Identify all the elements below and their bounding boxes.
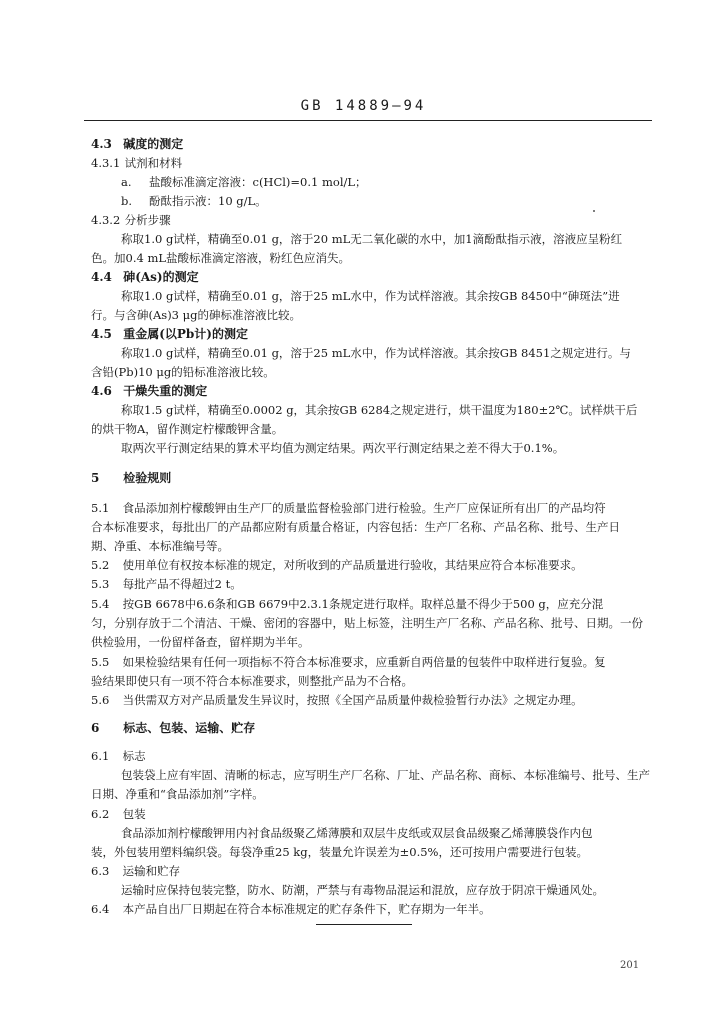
paragraph-line: 行。与含砷(As)3 μg的砷标准溶液比较。 — [91, 308, 301, 322]
paragraph-line: 称取1.0 g试样，精确至0.01 g，溶于25 mL水中，作为试样溶液。其余按GB 8450中“砷斑法”进 — [121, 289, 620, 303]
paragraph-line: 装，外包装用塑料编织袋。每袋净重25 kg，装量允许误差为±0.5%，还可按用户需要进行包装。 — [91, 845, 588, 859]
header-rule — [84, 120, 652, 121]
clause-5-3: 5.3 每批产品不得超过2 t。 — [91, 577, 242, 591]
paragraph-line: 包装袋上应有牢固、清晰的标志，应写明生产厂名称、厂址、产品名称、商标、本标准编号、批号、生产 — [121, 768, 650, 782]
clause-6-1: 6.1 标志 — [91, 749, 146, 763]
paragraph-line: 称取1.0 g试样，精确至0.01 g，溶于20 mL无二氧化碳的水中，加1滴酚酞指示液，溶液应呈粉红 — [121, 232, 623, 246]
page-number: 201 — [620, 960, 640, 971]
item-a: a. 盐酸标准滴定溶液：c(HCl)=0.1 mol/L； — [121, 175, 367, 189]
paragraph-line: 取两次平行测定结果的算术平均值为测定结果。两次平行测定结果之差不得大于0.1%。 — [121, 441, 565, 455]
section-4-6: 4.6 干燥失重的测定 — [91, 384, 208, 398]
paragraph-line: 的烘干物A，留作测定柠檬酸钾含量。 — [91, 422, 284, 436]
paragraph-line: 运输时应保持包装完整，防水、防潮，严禁与有毒物品混运和混放，应存放于阴凉干燥通风处。 — [121, 883, 604, 897]
paragraph-line: 称取1.0 g试样，精确至0.01 g，溶于25 mL水中，作为试样溶液。其余按GB 8451之规定进行。与 — [121, 346, 631, 360]
clause-5-4: 5.4 按GB 6678中6.6条和GB 6679中2.3.1条规定进行取样。取样总量不得少于500 g，应充分混 — [91, 597, 604, 611]
paragraph-line: 含铅(Pb)10 μg的铅标准溶液比较。 — [91, 365, 275, 379]
page-header: GB 14889—94 — [300, 98, 427, 114]
item-b: b. 酚酞指示液：10 g/L。 — [121, 194, 267, 208]
paragraph-line: 称取1.5 g试样，精确至0.0002 g，其余按GB 6284之规定进行，烘干温度为180±2℃。试样烘干后 — [121, 403, 638, 417]
clause-5-5: 5.5 如果检验结果有任何一项指标不符合本标准要求，应重新自两倍量的包装件中取样进行复验。复 — [91, 655, 606, 669]
scan-speck — [593, 210, 595, 212]
paragraph-line: 供检验用，一份留样备查，留样期为半年。 — [91, 635, 310, 649]
clause-6-2: 6.2 包装 — [91, 807, 146, 821]
clause-6-4: 6.4 本产品自出厂日期起在符合本标准规定的贮存条件下，贮存期为一年半。 — [91, 902, 491, 916]
section-4-5: 4.5 重金属(以Pb计)的测定 — [91, 327, 248, 341]
clause-5-2: 5.2 使用单位有权按本标准的规定，对所收到的产品质量进行验收，其结果应符合本标准要求。 — [91, 558, 583, 572]
paragraph-line: 匀，分别存放于二个清洁、干燥、密闭的容器中，贴上标签，注明生产厂名称、产品名称、批号、日期。一份 — [91, 616, 643, 630]
clause-5-6: 5.6 当供需双方对产品质量发生异议时，按照《全国产品质量仲裁检验暂行办法》之规定办理。 — [91, 693, 583, 707]
subsection-4-3-2: 4.3.2 分析步骤 — [91, 213, 171, 227]
paragraph-line: 日期、净重和“食品添加剂”字样。 — [91, 787, 264, 801]
section-4-3: 4.3 碱度的测定 — [91, 137, 184, 151]
paragraph-line: 食品添加剂柠檬酸钾用内衬食品级聚乙烯薄膜和双层牛皮纸或双层食品级聚乙烯薄膜袋作内包 — [121, 826, 593, 840]
paragraph-line: 期、净重、本标准编号等。 — [91, 539, 229, 553]
paragraph-line: 验结果即使只有一项不符合本标准要求，则整批产品为不合格。 — [91, 674, 413, 688]
clause-6-3: 6.3 运输和贮存 — [91, 864, 181, 878]
paragraph-line: 色。加0.4 mL盐酸标准滴定溶液，粉红色应消失。 — [91, 251, 350, 265]
paragraph-line: 合本标准要求，每批出厂的产品都应附有质量合格证，内容包括：生产厂名称、产品名称、批号、生产日 — [91, 520, 620, 534]
section-4-4: 4.4 砷(As)的测定 — [91, 270, 199, 284]
section-5-heading: 5 检验规则 — [91, 471, 172, 485]
subsection-4-3-1: 4.3.1 试剂和材料 — [91, 156, 183, 170]
end-rule — [316, 924, 412, 925]
clause-5-1: 5.1 食品添加剂柠檬酸钾由生产厂的质量监督检验部门进行检验。生产厂应保证所有出厂的产品均符 — [91, 501, 606, 515]
section-6-heading: 6 标志、包装、运输、贮存 — [91, 721, 256, 735]
